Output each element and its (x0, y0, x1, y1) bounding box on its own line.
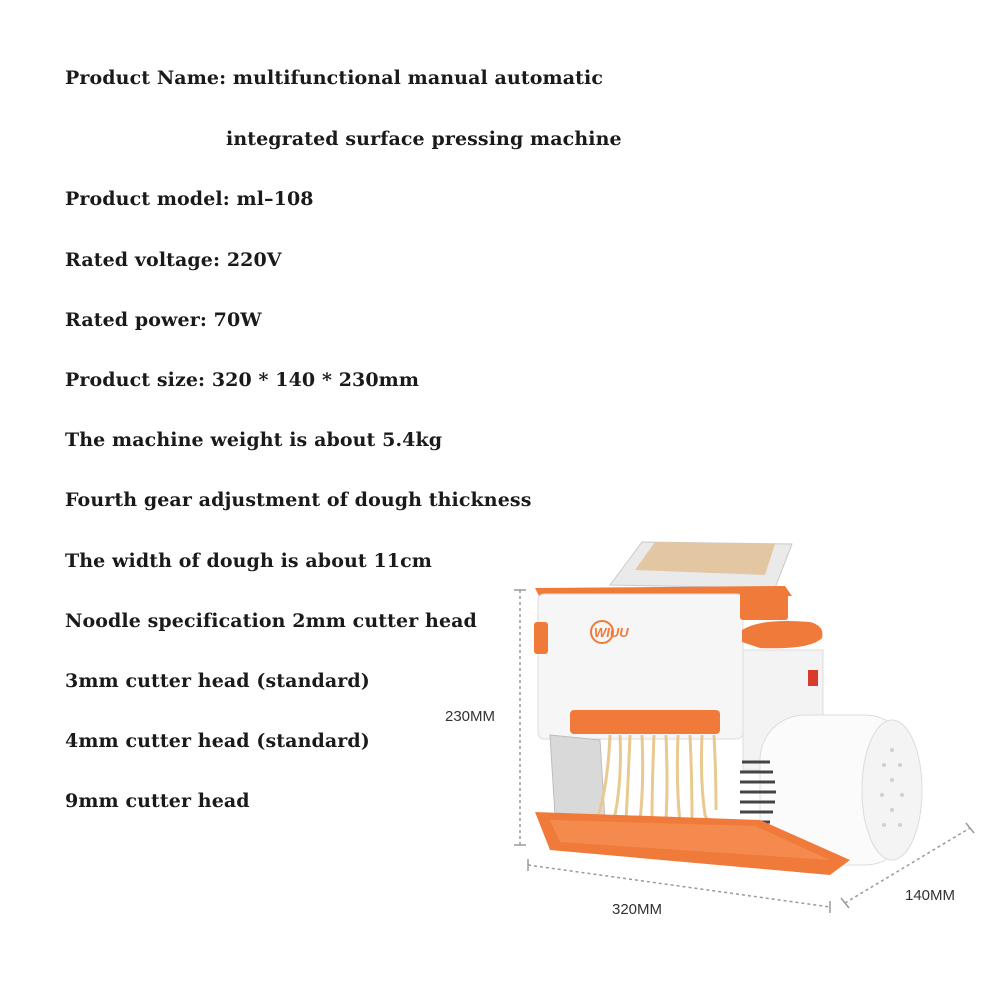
spec-weight: The machine weight is about 5.4kg (65, 429, 443, 451)
cutter-band (570, 710, 720, 734)
spec-product-name: Product Name: multifunctional manual automatic (65, 67, 603, 89)
motor-end-cap (862, 720, 922, 860)
dough-hopper (610, 542, 792, 588)
spec-cutter-4mm: 4mm cutter head (standard) (65, 730, 370, 752)
right-gear-block (740, 590, 788, 620)
spec-cutter-9mm: 9mm cutter head (65, 790, 250, 812)
spec-rated-power: Rated power: 70W (65, 309, 262, 331)
spec-dough-width: The width of dough is about 11cm (65, 550, 432, 572)
spec-product-name-cont: integrated surface pressing machine (226, 128, 622, 150)
height-dimension-line (514, 590, 526, 845)
spec-noodle-2mm: Noodle specification 2mm cutter head (65, 610, 477, 632)
power-switch (808, 670, 818, 686)
brand-logo (591, 621, 629, 643)
spec-thickness-gear: Fourth gear adjustment of dough thickness (65, 489, 532, 511)
brand-logo-text: WIUU (594, 625, 629, 640)
spec-product-size: Product size: 320 * 140 * 230mm (65, 369, 420, 391)
machine-leg (550, 735, 605, 820)
depth-dimension-label: 140MM (905, 887, 956, 904)
left-knob (534, 622, 548, 654)
spec-product-model: Product model: ml–108 (65, 188, 314, 210)
width-dimension-label: 320MM (612, 901, 663, 918)
spec-rated-voltage: Rated voltage: 220V (65, 249, 282, 271)
crank-handle (742, 621, 823, 648)
spec-cutter-3mm: 3mm cutter head (standard) (65, 670, 370, 692)
noodle-machine-image (430, 530, 975, 930)
height-dimension-label: 230MM (445, 708, 496, 725)
